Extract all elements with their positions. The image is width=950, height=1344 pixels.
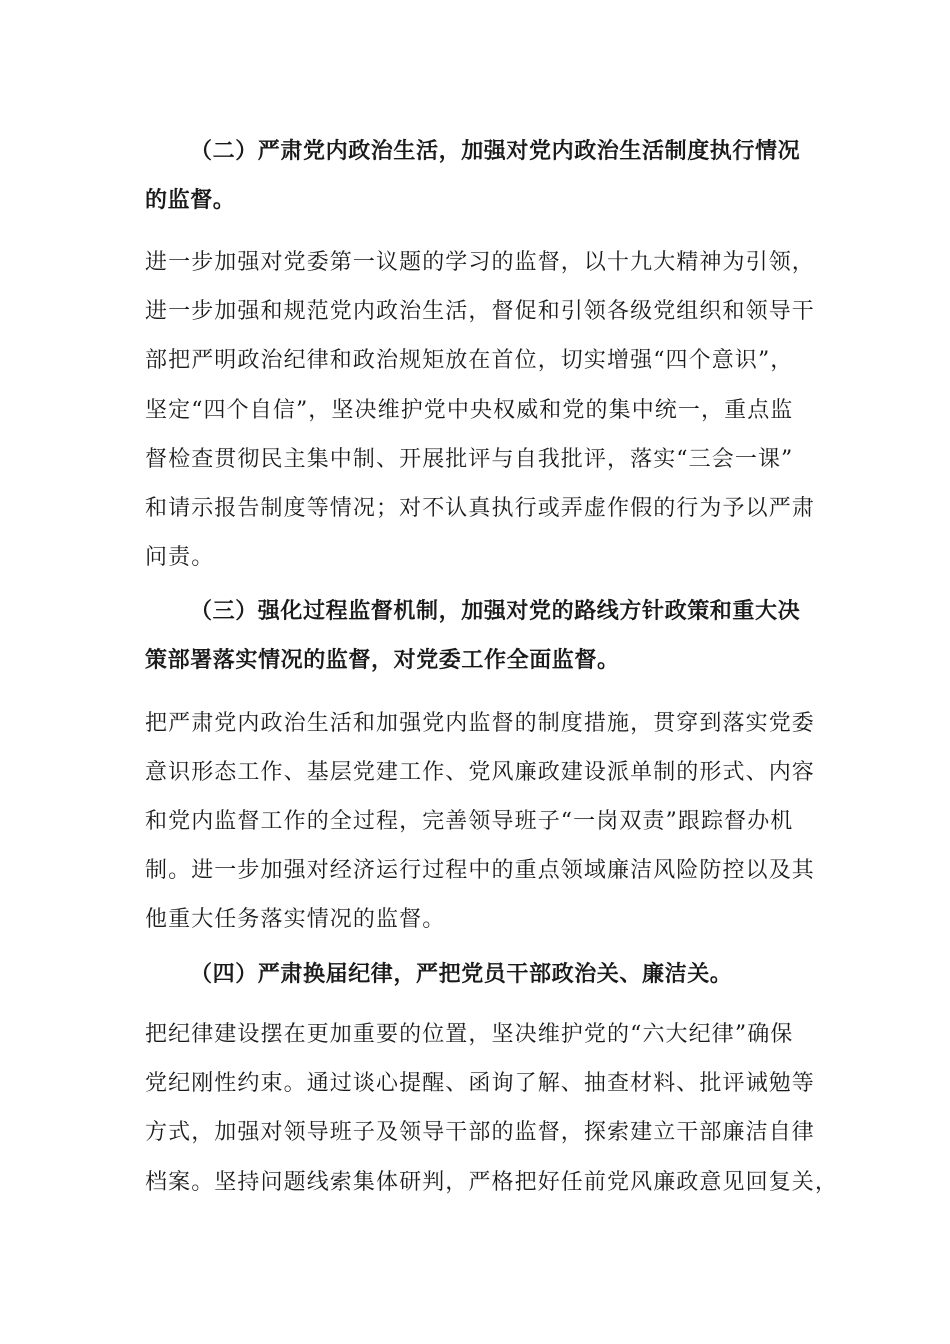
section-4-body-line: 方式，加强对领导班子及领导干部的监督，探索建立干部廉洁自律 [145,1120,815,1145]
section-2-body-line: 督检查贯彻民主集中制、开展批评与自我批评，落实“三会一课” [145,447,794,472]
section-2-body-line: 部把严明政治纪律和政治规矩放在首位，切实增强“四个意识”， [145,348,794,373]
section-2-body-line: 和请示报告制度等情况；对不认真执行或弄虚作假的行为予以严肃 [145,496,815,521]
section-2-heading-line-1: （二）严肃党内政治生活，加强对党内政治生活制度执行情况 [190,139,801,164]
section-2-heading-line-2: 的监督。 [145,188,236,213]
section-3-body-line: 意识形态工作、基层党建工作、党风廉政建设派单制的形式、内容 [145,760,815,785]
section-3-body-line: 他重大任务落实情况的监督。 [145,907,446,932]
section-3-heading-line-1: （三）强化过程监督机制，加强对党的路线方针政策和重大决 [190,599,801,624]
section-2-body-line: 问责。 [145,545,215,570]
section-3-heading-line-2: 策部署落实情况的监督，对党委工作全面监督。 [145,648,620,673]
section-3-body-line: 把严肃党内政治生活和加强党内监督的制度措施，贯穿到落实党委 [145,711,815,736]
section-4-body-line: 档案。坚持问题线索集体研判，严格把好任前党风廉政意见回复关， [145,1170,839,1195]
section-2-body-line: 进一步加强对党委第一议题的学习的监督，以十九大精神为引领， [145,250,815,275]
section-3-body-line: 制。进一步加强对经济运行过程中的重点领域廉洁风险防控以及其 [145,858,815,883]
section-4-body-line: 党纪刚性约束。通过谈心提醒、函询了解、抽查材料、批评诫勉等 [145,1071,815,1096]
section-3-body-line: 和党内监督工作的全过程，完善领导班子“一岗双责”跟踪督办机 [145,809,794,834]
section-2-body-line: 进一步加强和规范党内政治生活，督促和引领各级党组织和领导干 [145,299,815,324]
section-4-heading-line-1: （四）严肃换届纪律，严把党员干部政治关、廉洁关。 [190,962,733,987]
section-4-body-line: 把纪律建设摆在更加重要的位置，坚决维护党的“六大纪律”确保 [145,1022,794,1047]
section-2-body-line: 坚定“四个自信”，坚决维护党中央权威和党的集中统一，重点监 [145,398,794,423]
